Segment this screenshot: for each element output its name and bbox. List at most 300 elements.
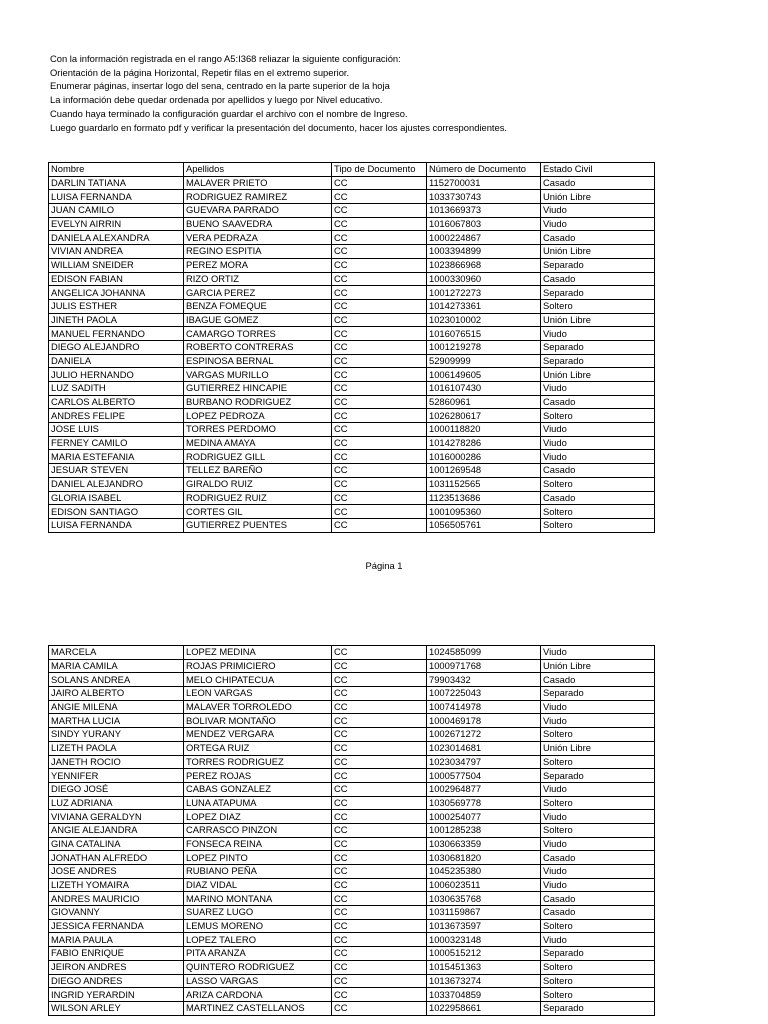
cell-estado-civil[interactable]: Viudo [541,204,655,218]
cell-nombre[interactable]: ANDRES FELIPE [49,409,184,423]
cell-numero-documento[interactable]: 1033704859 [427,988,541,1002]
cell-apellidos[interactable]: LOPEZ PEDROZA [184,409,332,423]
cell-tipo-documento[interactable]: CC [332,1001,427,1015]
cell-nombre[interactable]: MARIA ESTEFANIA [49,450,184,464]
cell-nombre[interactable]: GLORIA ISABEL [49,491,184,505]
cell-tipo-documento[interactable]: CC [332,518,427,532]
cell-tipo-documento[interactable]: CC [332,947,427,961]
cell-numero-documento[interactable]: 1056505761 [427,518,541,532]
cell-estado-civil[interactable]: Casado [541,491,655,505]
cell-numero-documento[interactable]: 52909999 [427,354,541,368]
cell-apellidos[interactable]: ARIZA CARDONA [184,988,332,1002]
cell-tipo-documento[interactable]: CC [332,700,427,714]
header-apellidos[interactable]: Apellidos [184,163,332,177]
cell-estado-civil[interactable]: Unión Libre [541,313,655,327]
cell-nombre[interactable]: ANGELICA JOHANNA [49,286,184,300]
cell-numero-documento[interactable]: 1031152565 [427,477,541,491]
cell-nombre[interactable]: EVELYN AIRRIN [49,217,184,231]
cell-estado-civil[interactable]: Separado [541,258,655,272]
cell-nombre[interactable]: DIEGO JOSÉ [49,782,184,796]
cell-tipo-documento[interactable]: CC [332,714,427,728]
cell-apellidos[interactable]: LUNA ATAPUMA [184,796,332,810]
cell-estado-civil[interactable]: Soltero [541,477,655,491]
cell-apellidos[interactable]: MEDINA AMAYA [184,436,332,450]
cell-apellidos[interactable]: TELLEZ BAREÑO [184,464,332,478]
cell-nombre[interactable]: JULIO HERNANDO [49,368,184,382]
cell-numero-documento[interactable]: 1002671272 [427,728,541,742]
cell-numero-documento[interactable]: 79903432 [427,673,541,687]
cell-estado-civil[interactable]: Unión Libre [541,190,655,204]
cell-apellidos[interactable]: GUTIERREZ PUENTES [184,518,332,532]
cell-apellidos[interactable]: SUAREZ LUGO [184,906,332,920]
cell-apellidos[interactable]: LOPEZ MEDINA [184,646,332,660]
cell-numero-documento[interactable]: 1000323148 [427,933,541,947]
cell-estado-civil[interactable]: Casado [541,395,655,409]
header-nombre[interactable]: Nombre [49,163,184,177]
table-row [49,354,655,368]
cell-nombre[interactable]: VIVIAN ANDREA [49,245,184,259]
cell-estado-civil[interactable]: Casado [541,176,655,190]
table-row [49,837,655,851]
cell-numero-documento[interactable]: 1023010002 [427,313,541,327]
cell-nombre[interactable]: MARCELA [49,646,184,660]
cell-estado-civil[interactable]: Soltero [541,299,655,313]
cell-apellidos[interactable]: BENZA FOMEQUE [184,299,332,313]
cell-nombre[interactable]: JEIRON ANDRES [49,960,184,974]
cell-apellidos[interactable]: IBAGUE GOMEZ [184,313,332,327]
cell-estado-civil[interactable]: Separado [541,354,655,368]
cell-tipo-documento[interactable]: CC [332,865,427,879]
cell-numero-documento[interactable]: 1030663359 [427,837,541,851]
cell-estado-civil[interactable]: Casado [541,673,655,687]
cell-tipo-documento[interactable]: CC [332,382,427,396]
cell-nombre[interactable]: JINETH PAOLA [49,313,184,327]
cell-numero-documento[interactable]: 1013669373 [427,204,541,218]
cell-apellidos[interactable]: MALAVER PRIETO [184,176,332,190]
cell-apellidos[interactable]: ORTEGA RUIZ [184,741,332,755]
table-row [49,382,655,396]
cell-estado-civil[interactable]: Casado [541,272,655,286]
cell-tipo-documento[interactable]: CC [332,892,427,906]
table-row [49,464,655,478]
instruction-line: Cuando haya terminado la configuración guardar el archivo con el nombre de Ingreso. [50,107,408,119]
cell-apellidos[interactable]: MARINO MONTANA [184,892,332,906]
cell-nombre[interactable]: ANDRES MAURICIO [49,892,184,906]
cell-numero-documento[interactable]: 1000515212 [427,947,541,961]
table-row [49,810,655,824]
cell-apellidos[interactable]: GUEVARA PARRADO [184,204,332,218]
table-row [49,769,655,783]
cell-numero-documento[interactable]: 1001285238 [427,823,541,837]
cell-nombre[interactable]: DARLIN TATIANA [49,176,184,190]
cell-numero-documento[interactable]: 1045235380 [427,865,541,879]
cell-nombre[interactable]: DANIELA [49,354,184,368]
cell-apellidos[interactable]: GARCIA PEREZ [184,286,332,300]
cell-apellidos[interactable]: ROJAS PRIMICIERO [184,659,332,673]
cell-nombre[interactable]: LUISA FERNANDA [49,518,184,532]
cell-nombre[interactable]: FABIO ENRIQUE [49,947,184,961]
cell-nombre[interactable]: EDISON SANTIAGO [49,505,184,519]
cell-estado-civil[interactable]: Viudo [541,810,655,824]
cell-estado-civil[interactable]: Viudo [541,423,655,437]
cell-numero-documento[interactable]: 1123513686 [427,491,541,505]
cell-estado-civil[interactable]: Casado [541,906,655,920]
header-numero-documento[interactable]: Número de Documento [427,163,541,177]
cell-tipo-documento[interactable]: CC [332,755,427,769]
cell-apellidos[interactable]: MENDEZ VERGARA [184,728,332,742]
cell-tipo-documento[interactable]: CC [332,687,427,701]
cell-numero-documento[interactable]: 1000118820 [427,423,541,437]
cell-nombre[interactable]: WILLIAM SNEIDER [49,258,184,272]
cell-apellidos[interactable]: CARRASCO PINZON [184,823,332,837]
cell-apellidos[interactable]: RODRIGUEZ RUIZ [184,491,332,505]
cell-numero-documento[interactable]: 1000330960 [427,272,541,286]
cell-apellidos[interactable]: TORRES PERDOMO [184,423,332,437]
cell-nombre[interactable]: MARIA CAMILA [49,659,184,673]
cell-estado-civil[interactable]: Soltero [541,974,655,988]
cell-tipo-documento[interactable]: CC [332,190,427,204]
cell-apellidos[interactable]: ESPINOSA BERNAL [184,354,332,368]
cell-apellidos[interactable]: BURBANO RODRIGUEZ [184,395,332,409]
cell-tipo-documento[interactable]: CC [332,436,427,450]
cell-tipo-documento[interactable]: CC [332,823,427,837]
cell-tipo-documento[interactable]: CC [332,796,427,810]
cell-apellidos[interactable]: MELO CHIPATECUA [184,673,332,687]
cell-estado-civil[interactable]: Soltero [541,919,655,933]
cell-nombre[interactable]: DANIEL ALEJANDRO [49,477,184,491]
cell-apellidos[interactable]: QUINTERO RODRIGUEZ [184,960,332,974]
cell-numero-documento[interactable]: 1001272273 [427,286,541,300]
cell-nombre[interactable]: DANIELA ALEXANDRA [49,231,184,245]
cell-apellidos[interactable]: PITA ARANZA [184,947,332,961]
cell-numero-documento[interactable]: 1001095360 [427,505,541,519]
table-row [49,518,655,532]
cell-estado-civil[interactable]: Soltero [541,960,655,974]
cell-numero-documento[interactable]: 1030635768 [427,892,541,906]
cell-tipo-documento[interactable]: CC [332,851,427,865]
cell-estado-civil[interactable]: Viudo [541,782,655,796]
cell-nombre[interactable]: JANETH ROCIO [49,755,184,769]
table-row [49,217,655,231]
cell-numero-documento[interactable]: 1026280617 [427,409,541,423]
table-row [49,988,655,1002]
cell-estado-civil[interactable]: Soltero [541,796,655,810]
table-row [49,299,655,313]
cell-numero-documento[interactable]: 1016076515 [427,327,541,341]
cell-tipo-documento[interactable]: CC [332,933,427,947]
cell-tipo-documento[interactable]: CC [332,906,427,920]
cell-tipo-documento[interactable]: CC [332,327,427,341]
cell-numero-documento[interactable]: 52860961 [427,395,541,409]
cell-estado-civil[interactable]: Casado [541,851,655,865]
cell-numero-documento[interactable]: 1031159867 [427,906,541,920]
table-row [49,933,655,947]
cell-tipo-documento[interactable]: CC [332,477,427,491]
cell-estado-civil[interactable]: Separado [541,687,655,701]
cell-tipo-documento[interactable]: CC [332,988,427,1002]
cell-apellidos[interactable]: BUENO SAAVEDRA [184,217,332,231]
cell-nombre[interactable]: JAIRO ALBERTO [49,687,184,701]
cell-tipo-documento[interactable]: CC [332,769,427,783]
cell-estado-civil[interactable]: Unión Libre [541,659,655,673]
cell-estado-civil[interactable]: Viudo [541,646,655,660]
instructions-block [50,52,507,134]
header-row [49,163,655,177]
cell-numero-documento[interactable]: 1014273361 [427,299,541,313]
cell-tipo-documento[interactable]: CC [332,646,427,660]
cell-numero-documento[interactable]: 1023014681 [427,741,541,755]
cell-tipo-documento[interactable]: CC [332,673,427,687]
table-row [49,755,655,769]
cell-estado-civil[interactable]: Separado [541,286,655,300]
cell-numero-documento[interactable]: 1016107430 [427,382,541,396]
cell-apellidos[interactable]: RODRIGUEZ GILL [184,450,332,464]
cell-apellidos[interactable]: RIZO ORTIZ [184,272,332,286]
cell-tipo-documento[interactable]: CC [332,272,427,286]
cell-numero-documento[interactable]: 1023034797 [427,755,541,769]
cell-tipo-documento[interactable]: CC [332,368,427,382]
cell-numero-documento[interactable]: 1016067803 [427,217,541,231]
cell-nombre[interactable]: JESUAR STEVEN [49,464,184,478]
cell-nombre[interactable]: WILSON ARLEY [49,1001,184,1015]
cell-numero-documento[interactable]: 1013673597 [427,919,541,933]
cell-estado-civil[interactable]: Unión Libre [541,741,655,755]
cell-nombre[interactable]: ANGIE ALEJANDRA [49,823,184,837]
table-row [49,423,655,437]
cell-nombre[interactable]: LIZETH YOMAIRA [49,878,184,892]
cell-numero-documento[interactable]: 1003394899 [427,245,541,259]
cell-nombre[interactable]: EDISON FABIAN [49,272,184,286]
cell-tipo-documento[interactable]: CC [332,340,427,354]
cell-numero-documento[interactable]: 1000469178 [427,714,541,728]
table-row [49,823,655,837]
cell-nombre[interactable]: CARLOS ALBERTO [49,395,184,409]
cell-apellidos[interactable]: MARTINEZ CASTELLANOS [184,1001,332,1015]
cell-estado-civil[interactable]: Viudo [541,878,655,892]
cell-estado-civil[interactable]: Soltero [541,518,655,532]
cell-apellidos[interactable]: DIAZ VIDAL [184,878,332,892]
cell-apellidos[interactable]: ROBERTO CONTRERAS [184,340,332,354]
table-row [49,272,655,286]
table-row [49,878,655,892]
cell-estado-civil[interactable]: Viudo [541,436,655,450]
cell-apellidos[interactable]: PEREZ MORA [184,258,332,272]
cell-tipo-documento[interactable]: CC [332,176,427,190]
cell-apellidos[interactable]: LASSO VARGAS [184,974,332,988]
cell-apellidos[interactable]: RUBIANO PEÑA [184,865,332,879]
cell-numero-documento[interactable]: 1015451363 [427,960,541,974]
cell-apellidos[interactable]: LOPEZ TALERO [184,933,332,947]
table-row [49,659,655,673]
cell-numero-documento[interactable]: 1000224867 [427,231,541,245]
cell-tipo-documento[interactable]: CC [332,204,427,218]
cell-nombre[interactable]: LIZETH PAOLA [49,741,184,755]
cell-apellidos[interactable]: LEMUS MORENO [184,919,332,933]
cell-nombre[interactable]: VIVIANA GERALDYN [49,810,184,824]
cell-estado-civil[interactable]: Soltero [541,409,655,423]
cell-apellidos[interactable]: CORTES GIL [184,505,332,519]
cell-apellidos[interactable]: LEON VARGAS [184,687,332,701]
cell-estado-civil[interactable]: Soltero [541,988,655,1002]
cell-apellidos[interactable]: CAMARGO TORRES [184,327,332,341]
cell-tipo-documento[interactable]: CC [332,659,427,673]
cell-numero-documento[interactable]: 1022958661 [427,1001,541,1015]
cell-apellidos[interactable]: BOLIVAR MONTAÑO [184,714,332,728]
cell-numero-documento[interactable]: 1013673274 [427,974,541,988]
cell-tipo-documento[interactable]: CC [332,741,427,755]
cell-numero-documento[interactable]: 1030569778 [427,796,541,810]
cell-nombre[interactable]: ANGIE MILENA [49,700,184,714]
cell-numero-documento[interactable]: 1006023511 [427,878,541,892]
cell-estado-civil[interactable]: Unión Libre [541,245,655,259]
cell-numero-documento[interactable]: 1000577504 [427,769,541,783]
cell-apellidos[interactable]: GIRALDO RUIZ [184,477,332,491]
cell-numero-documento[interactable]: 1016000286 [427,450,541,464]
cell-tipo-documento[interactable]: CC [332,810,427,824]
cell-nombre[interactable]: GINA CATALINA [49,837,184,851]
header-estado-civil[interactable]: Estado Civil [541,163,655,177]
cell-estado-civil[interactable]: Separado [541,769,655,783]
cell-tipo-documento[interactable]: CC [332,960,427,974]
cell-estado-civil[interactable]: Soltero [541,505,655,519]
cell-nombre[interactable]: MARTHA LUCIA [49,714,184,728]
cell-estado-civil[interactable]: Viudo [541,450,655,464]
cell-numero-documento[interactable]: 1007225043 [427,687,541,701]
cell-apellidos[interactable]: TORRES RODRIGUEZ [184,755,332,769]
cell-nombre[interactable]: GIOVANNY [49,906,184,920]
cell-tipo-documento[interactable]: CC [332,878,427,892]
cell-tipo-documento[interactable]: CC [332,491,427,505]
cell-estado-civil[interactable]: Viudo [541,933,655,947]
cell-apellidos[interactable]: LOPEZ DIAZ [184,810,332,824]
table-row [49,796,655,810]
cell-nombre[interactable]: YENNIFER [49,769,184,783]
cell-apellidos[interactable]: FONSECA REINA [184,837,332,851]
table-row [49,1001,655,1015]
cell-tipo-documento[interactable]: CC [332,245,427,259]
cell-estado-civil[interactable]: Viudo [541,382,655,396]
cell-nombre[interactable]: JULIS ESTHER [49,299,184,313]
cell-numero-documento[interactable]: 1152700031 [427,176,541,190]
cell-nombre[interactable]: LUISA FERNANDA [49,190,184,204]
cell-apellidos[interactable]: MALAVER TORROLEDO [184,700,332,714]
cell-estado-civil[interactable]: Viudo [541,327,655,341]
cell-estado-civil[interactable]: Viudo [541,217,655,231]
cell-apellidos[interactable]: PEREZ ROJAS [184,769,332,783]
cell-numero-documento[interactable]: 1002964877 [427,782,541,796]
instruction-line: La información debe quedar ordenada por apellidos y luego por Nivel educativo. [50,94,383,106]
cell-nombre[interactable]: SINDY YURANY [49,728,184,742]
cell-tipo-documento[interactable]: CC [332,409,427,423]
cell-nombre[interactable]: MANUEL FERNANDO [49,327,184,341]
cell-tipo-documento[interactable]: CC [332,313,427,327]
table-row [49,258,655,272]
header-tipo-documento[interactable]: Tipo de Documento [332,163,427,177]
cell-tipo-documento[interactable]: CC [332,782,427,796]
cell-tipo-documento[interactable]: CC [332,450,427,464]
cell-estado-civil[interactable]: Viudo [541,837,655,851]
cell-estado-civil[interactable]: Separado [541,340,655,354]
cell-tipo-documento[interactable]: CC [332,464,427,478]
cell-tipo-documento[interactable]: CC [332,505,427,519]
cell-tipo-documento[interactable]: CC [332,919,427,933]
cell-estado-civil[interactable]: Casado [541,464,655,478]
cell-nombre[interactable]: SOLANS ANDREA [49,673,184,687]
cell-estado-civil[interactable]: Soltero [541,755,655,769]
cell-tipo-documento[interactable]: CC [332,395,427,409]
cell-apellidos[interactable]: GUTIERREZ HINCAPIE [184,382,332,396]
cell-nombre[interactable]: FERNEY CAMILO [49,436,184,450]
cell-nombre[interactable]: JOSE LUIS [49,423,184,437]
cell-nombre[interactable]: DIEGO ALEJANDRO [49,340,184,354]
cell-numero-documento[interactable]: 1030681820 [427,851,541,865]
cell-apellidos[interactable]: REGINO ESPITIA [184,245,332,259]
cell-tipo-documento[interactable]: CC [332,423,427,437]
cell-numero-documento[interactable]: 1014278286 [427,436,541,450]
cell-numero-documento[interactable]: 1001219278 [427,340,541,354]
table-row [49,782,655,796]
cell-nombre[interactable]: DIEGO ANDRES [49,974,184,988]
cell-apellidos[interactable]: VARGAS MURILLO [184,368,332,382]
cell-numero-documento[interactable]: 1001269548 [427,464,541,478]
cell-nombre[interactable]: JESSICA FERNANDA [49,919,184,933]
cell-nombre[interactable]: LUZ ADRIANA [49,796,184,810]
cell-tipo-documento[interactable]: CC [332,728,427,742]
instruction-line: Con la información registrada en el rango A5:I368 reliazar la siguiente configuración: [50,53,401,64]
table-row [49,974,655,988]
cell-nombre[interactable]: LUZ SADITH [49,382,184,396]
cell-estado-civil[interactable]: Soltero [541,823,655,837]
cell-nombre[interactable]: JOSE ANDRES [49,865,184,879]
cell-tipo-documento[interactable]: CC [332,258,427,272]
cell-tipo-documento[interactable]: CC [332,299,427,313]
cell-estado-civil[interactable]: Casado [541,231,655,245]
cell-numero-documento[interactable]: 1024585099 [427,646,541,660]
table-row [49,714,655,728]
cell-apellidos[interactable]: CABAS GONZALEZ [184,782,332,796]
cell-tipo-documento[interactable]: CC [332,974,427,988]
cell-estado-civil[interactable]: Viudo [541,865,655,879]
cell-apellidos[interactable]: LOPEZ PINTO [184,851,332,865]
cell-tipo-documento[interactable]: CC [332,286,427,300]
cell-numero-documento[interactable]: 1023866968 [427,258,541,272]
cell-estado-civil[interactable]: Viudo [541,700,655,714]
cell-nombre[interactable]: JONATHAN ALFREDO [49,851,184,865]
table-row [49,646,655,660]
cell-apellidos[interactable]: RODRIGUEZ RAMIREZ [184,190,332,204]
cell-tipo-documento[interactable]: CC [332,837,427,851]
cell-apellidos[interactable]: VERA PEDRAZA [184,231,332,245]
cell-numero-documento[interactable]: 1000971768 [427,659,541,673]
cell-nombre[interactable]: MARIA PAULA [49,933,184,947]
cell-estado-civil[interactable]: Viudo [541,714,655,728]
cell-nombre[interactable]: INGRID YERARDIN [49,988,184,1002]
cell-estado-civil[interactable]: Unión Libre [541,368,655,382]
cell-numero-documento[interactable]: 1007414978 [427,700,541,714]
cell-numero-documento[interactable]: 1006149605 [427,368,541,382]
cell-estado-civil[interactable]: Separado [541,1001,655,1015]
cell-tipo-documento[interactable]: CC [332,354,427,368]
cell-numero-documento[interactable]: 1033730743 [427,190,541,204]
cell-estado-civil[interactable]: Soltero [541,728,655,742]
table-row [49,960,655,974]
cell-estado-civil[interactable]: Casado [541,892,655,906]
cell-tipo-documento[interactable]: CC [332,231,427,245]
cell-nombre[interactable]: JUAN CAMILO [49,204,184,218]
cell-tipo-documento[interactable]: CC [332,217,427,231]
cell-numero-documento[interactable]: 1000254077 [427,810,541,824]
cell-estado-civil[interactable]: Separado [541,947,655,961]
